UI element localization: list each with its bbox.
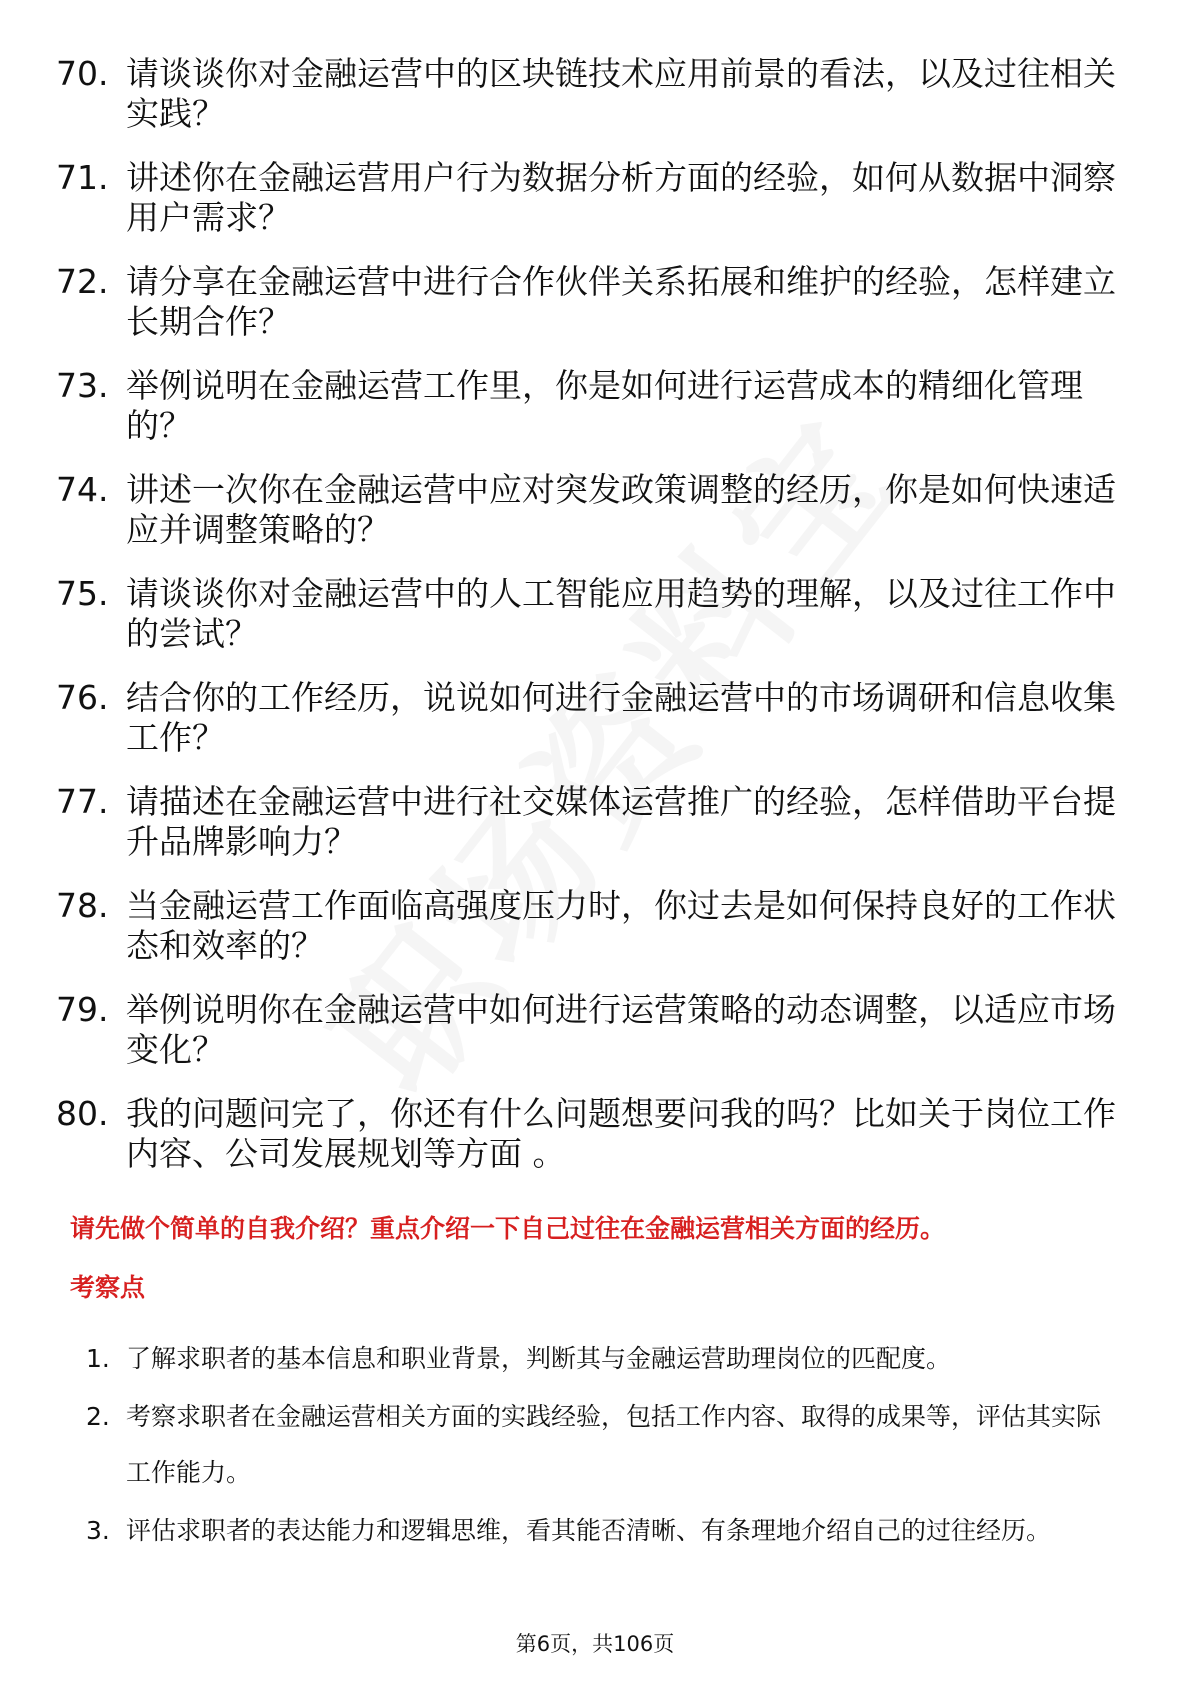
question-item xyxy=(0,366,1116,446)
point-item xyxy=(0,1389,1116,1501)
question-text: 请谈谈你对金融运营中的区块链技术应用前景的看法，以及过往相关实践？ xyxy=(126,54,1116,133)
question-text: 讲述你在金融运营用户行为数据分析方面的经验，如何从数据中洞察用户需求？ xyxy=(126,158,1116,237)
point-text: 评估求职者的表达能力和逻辑思维，看其能否清晰、有条理地介绍自己的过往经历。 xyxy=(126,1516,1052,1545)
question-item xyxy=(0,782,1116,862)
question-number: 79. xyxy=(56,990,109,1029)
point-item xyxy=(0,1331,1116,1387)
point-text: 了解求职者的基本信息和职业背景，判断其与金融运营助理岗位的匹配度。 xyxy=(126,1344,952,1373)
question-item xyxy=(0,886,1116,966)
question-text: 请谈谈你对金融运营中的人工智能应用趋势的理解，以及过往工作中的尝试？ xyxy=(126,574,1116,653)
question-number: 77. xyxy=(56,782,109,821)
question-number: 80. xyxy=(56,1094,109,1133)
question-text: 我的问题问完了，你还有什么问题想要问我的吗？比如关于岗位工作内容、公司发展规划等方面 。 xyxy=(126,1094,1116,1173)
question-item xyxy=(0,158,1116,238)
question-item xyxy=(0,470,1116,550)
question-number: 72. xyxy=(56,262,109,301)
question-number: 71. xyxy=(56,158,109,197)
question-item xyxy=(0,1094,1116,1174)
question-number: 78. xyxy=(56,886,109,925)
point-text: 考察求职者在金融运营相关方面的实践经验，包括工作内容、取得的成果等，评估其实际工作能力。 xyxy=(126,1402,1102,1487)
question-number: 76. xyxy=(56,678,109,717)
question-text: 讲述一次你在金融运营中应对突发政策调整的经历，你是如何快速适应并调整策略的？ xyxy=(126,470,1116,549)
question-text: 请分享在金融运营中进行合作伙伴关系拓展和维护的经验，怎样建立长期合作？ xyxy=(126,262,1116,341)
question-text: 请描述在金融运营中进行社交媒体运营推广的经验，怎样借助平台提升品牌影响力？ xyxy=(126,782,1116,861)
question-text: 举例说明在金融运营工作里，你是如何进行运营成本的精细化管理的？ xyxy=(126,366,1083,445)
question-item xyxy=(0,678,1116,758)
question-item xyxy=(0,54,1116,134)
question-item xyxy=(0,262,1116,342)
question-number: 74. xyxy=(56,470,109,509)
question-number: 75. xyxy=(56,574,109,613)
question-number: 73. xyxy=(56,366,109,405)
point-number: 1. xyxy=(86,1344,110,1373)
question-text: 举例说明你在金融运营中如何进行运营策略的动态调整，以适应市场变化？ xyxy=(126,990,1116,1069)
question-item xyxy=(0,990,1116,1070)
highlight-question: 请先做个简单的自我介绍？重点介绍一下自己过往在金融运营相关方面的经历。 xyxy=(70,1214,946,1243)
page-footer: 第6页，共106页 xyxy=(515,1632,675,1656)
point-number: 3. xyxy=(86,1516,110,1545)
section-title: 考察点 xyxy=(70,1273,146,1302)
question-item xyxy=(0,574,1116,654)
question-list xyxy=(0,54,1190,1198)
question-number: 70. xyxy=(56,54,109,93)
point-number: 2. xyxy=(86,1402,110,1431)
question-text: 当金融运营工作面临高强度压力时，你过去是如何保持良好的工作状态和效率的？ xyxy=(126,886,1116,965)
point-item xyxy=(0,1503,1116,1559)
question-text: 结合你的工作经历，说说如何进行金融运营中的市场调研和信息收集工作？ xyxy=(126,678,1116,757)
assessment-points xyxy=(0,1331,1190,1561)
